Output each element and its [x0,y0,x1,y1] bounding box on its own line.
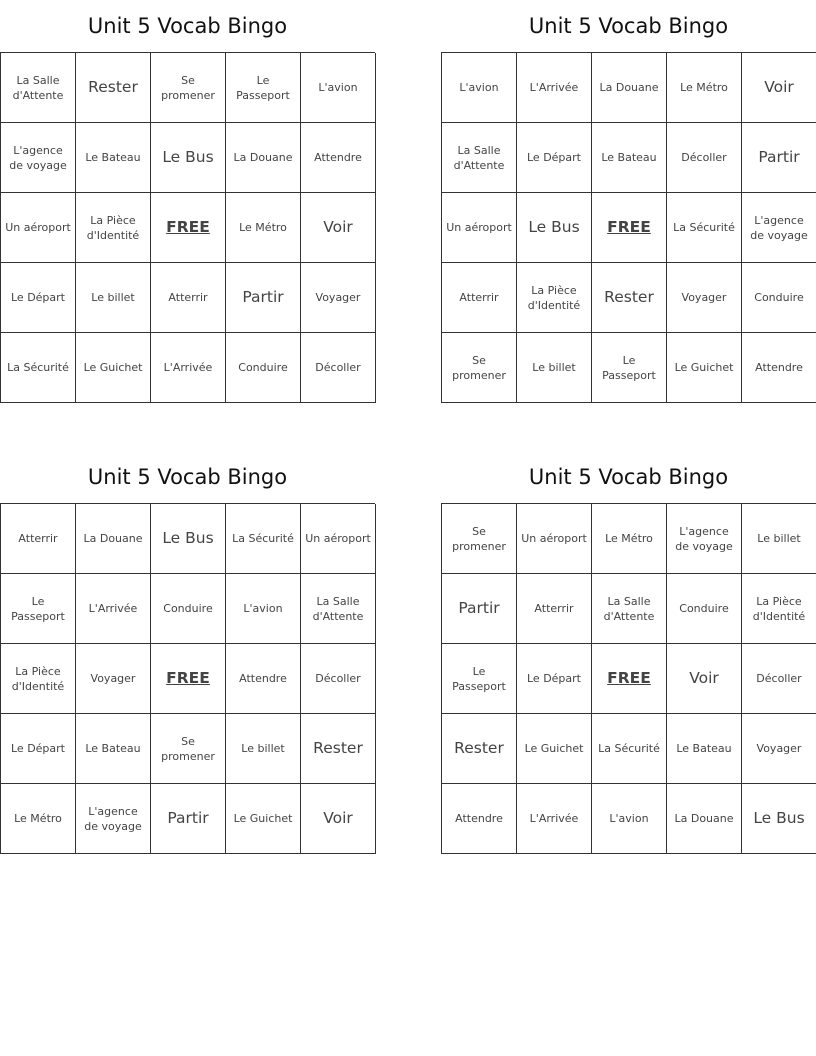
bingo-cell: L'avion [442,53,517,123]
free-space-cell: FREE [592,644,667,714]
bingo-card-4 [441,451,816,854]
bingo-cell: La Pièce d'Identité [1,644,76,714]
bingo-cell: Rester [76,53,151,123]
bingo-cell: Se promener [442,504,517,574]
bingo-cell: Le Passeport [592,333,667,403]
bingo-cell: Le Guichet [76,333,151,403]
bingo-cell: L'agence de voyage [667,504,742,574]
bingo-cell: L'Arrivée [151,333,226,403]
bingo-cell: La Salle d'Attente [1,53,76,123]
bingo-cell: Atterrir [517,574,592,644]
bingo-cell: L'agence de voyage [76,784,151,854]
bingo-cell: Le Bateau [667,714,742,784]
bingo-cell: Partir [226,263,301,333]
bingo-cell: Le Bus [517,193,592,263]
bingo-cell: Atterrir [1,504,76,574]
bingo-cell: Le billet [76,263,151,333]
bingo-cell: Attendre [226,644,301,714]
bingo-cell: L'Arrivée [517,53,592,123]
bingo-cell: Le Métro [592,504,667,574]
bingo-cell: La Douane [667,784,742,854]
bingo-cell: Le Bateau [76,123,151,193]
bingo-cell: Se promener [151,53,226,123]
bingo-cell: Le Guichet [667,333,742,403]
bingo-cell: Conduire [151,574,226,644]
card-title: Unit 5 Vocab Bingo [528,465,729,489]
bingo-cell: L'avion [592,784,667,854]
bingo-cell: Partir [151,784,226,854]
bingo-cell: Le Guichet [226,784,301,854]
bingo-cell: Attendre [301,123,376,193]
bingo-cell: Partir [742,123,816,193]
bingo-cell: Un aéroport [517,504,592,574]
bingo-cell: Le billet [226,714,301,784]
bingo-cell: La Salle d'Attente [592,574,667,644]
bingo-cell: Décoller [301,644,376,714]
bingo-cell: Conduire [667,574,742,644]
bingo-cell: Voir [301,193,376,263]
bingo-cell: Rester [592,263,667,333]
bingo-card-3 [0,451,375,854]
bingo-cell: L'avion [301,53,376,123]
bingo-cell: Un aéroport [301,504,376,574]
bingo-cell: La Salle d'Attente [301,574,376,644]
bingo-cell: Le Départ [517,644,592,714]
bingo-cell: L'avion [226,574,301,644]
bingo-cell: Atterrir [151,263,226,333]
bingo-cell: Voyager [76,644,151,714]
bingo-cell: Voyager [742,714,816,784]
bingo-cell: La Douane [592,53,667,123]
bingo-cell: Conduire [742,263,816,333]
bingo-cell: Le billet [517,333,592,403]
card-title: Unit 5 Vocab Bingo [528,14,729,38]
bingo-cell: Le billet [742,504,816,574]
bingo-grid [0,503,375,854]
bingo-cell: Voyager [667,263,742,333]
bingo-cell: Se promener [442,333,517,403]
bingo-cell: Voir [667,644,742,714]
bingo-cell: La Pièce d'Identité [742,574,816,644]
bingo-grid [441,503,816,854]
bingo-grid [0,52,375,403]
bingo-cell: Voir [301,784,376,854]
bingo-grid [441,52,816,403]
bingo-cell: L'agence de voyage [742,193,816,263]
bingo-cell: L'agence de voyage [1,123,76,193]
bingo-cell: Le Métro [667,53,742,123]
bingo-cell: Le Départ [517,123,592,193]
bingo-cell: Le Métro [226,193,301,263]
bingo-cell: Voyager [301,263,376,333]
bingo-cell: Le Passeport [226,53,301,123]
bingo-cell: La Sécurité [1,333,76,403]
bingo-cell: La Douane [226,123,301,193]
bingo-cell: Le Métro [1,784,76,854]
bingo-cell: La Sécurité [226,504,301,574]
card-title: Unit 5 Vocab Bingo [87,465,288,489]
bingo-cell: Attendre [442,784,517,854]
card-title: Unit 5 Vocab Bingo [87,14,288,38]
bingo-card-1 [0,0,375,403]
free-space-cell: FREE [151,193,226,263]
bingo-cell: La Sécurité [592,714,667,784]
bingo-cell: Décoller [301,333,376,403]
bingo-cell: Rester [442,714,517,784]
bingo-cell: Le Bus [742,784,816,854]
bingo-cell: Le Passeport [442,644,517,714]
bingo-cell: La Pièce d'Identité [76,193,151,263]
bingo-cell: Rester [301,714,376,784]
bingo-cell: Attendre [742,333,816,403]
free-space-cell: FREE [151,644,226,714]
bingo-cell: Le Départ [1,714,76,784]
bingo-cell: La Salle d'Attente [442,123,517,193]
bingo-cell: Le Bus [151,504,226,574]
bingo-cell: La Douane [76,504,151,574]
bingo-cell: Décoller [742,644,816,714]
bingo-cell: La Sécurité [667,193,742,263]
bingo-cell: Le Guichet [517,714,592,784]
bingo-cell: Voir [742,53,816,123]
bingo-cell: Décoller [667,123,742,193]
bingo-cell: Un aéroport [442,193,517,263]
bingo-cell: Le Bateau [592,123,667,193]
bingo-cell: L'Arrivée [517,784,592,854]
bingo-cell: La Pièce d'Identité [517,263,592,333]
bingo-cell: Le Passeport [1,574,76,644]
bingo-cell: Un aéroport [1,193,76,263]
bingo-cell: Se promener [151,714,226,784]
bingo-cell: Le Bus [151,123,226,193]
bingo-cell: Le Départ [1,263,76,333]
bingo-cell: Le Bateau [76,714,151,784]
bingo-cell: Conduire [226,333,301,403]
free-space-cell: FREE [592,193,667,263]
bingo-cell: Partir [442,574,517,644]
bingo-cell: L'Arrivée [76,574,151,644]
bingo-card-2 [441,0,816,403]
bingo-cell: Atterrir [442,263,517,333]
